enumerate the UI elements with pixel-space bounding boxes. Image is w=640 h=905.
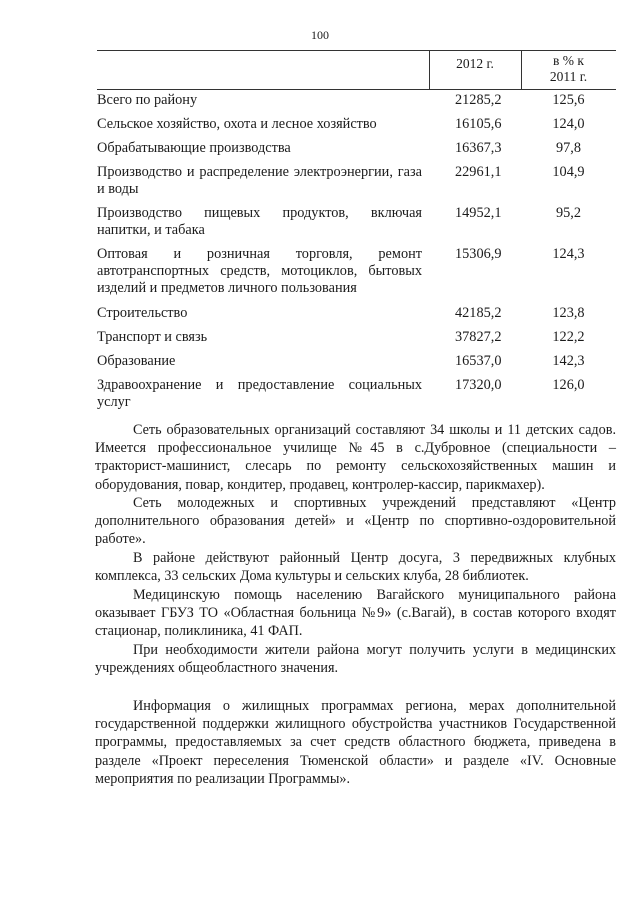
row-label: Образование <box>97 353 176 369</box>
row-label: Производство и распределение электроэнергии, газа и воды <box>97 164 422 197</box>
row-value-percent: 123,8 <box>552 305 585 321</box>
row-label: Обрабатывающие производства <box>97 140 291 156</box>
row-label: Здравоохранение и предоставление социальных услуг <box>97 377 422 410</box>
row-value-percent: 124,0 <box>552 116 585 132</box>
statistics-table <box>97 50 616 411</box>
paragraph-youth-sports: Сеть молодежных и спортивных учреждений представляют «Центр дополнительного образования детей» и «Центр по спортивно-оздоровительной работе». <box>95 495 616 548</box>
header-percent-line1: в % к <box>553 53 584 68</box>
header-year: 2012 г. <box>456 56 494 71</box>
table-row <box>97 205 616 239</box>
row-value-2012: 42185,2 <box>455 305 502 321</box>
table-row <box>97 92 616 109</box>
row-label: Строительство <box>97 305 188 321</box>
table-row <box>97 140 616 157</box>
row-label: Всего по району <box>97 92 198 108</box>
table-row <box>97 353 616 370</box>
row-value-2012: 17320,0 <box>455 377 502 393</box>
table-row <box>97 246 616 297</box>
row-value-percent: 124,3 <box>552 246 585 262</box>
table-row <box>97 164 616 198</box>
row-value-2012: 16367,3 <box>455 140 502 156</box>
row-value-percent: 142,3 <box>552 353 585 369</box>
table-header <box>97 50 616 90</box>
row-value-percent: 104,9 <box>552 164 585 180</box>
row-value-2012: 15306,9 <box>455 246 502 262</box>
row-label: Оптовая и розничная торговля, ремонт автотранспортных средств, мотоциклов, бытовых изделий и предметов личного пользования <box>97 246 422 296</box>
paragraph-healthcare: Медицинскую помощь населению Вагайского муниципального района оказывает ГБУЗ ТО «Областная больница №9» (с.Вагай), в состав которого входят стационар, поликлиника, 41 ФАП. <box>95 587 616 640</box>
row-value-percent: 97,8 <box>555 140 582 156</box>
row-value-2012: 16537,0 <box>455 353 502 369</box>
row-value-percent: 122,2 <box>552 329 585 345</box>
row-label: Транспорт и связь <box>97 329 208 345</box>
table-row <box>97 377 616 411</box>
row-value-2012: 21285,2 <box>455 92 502 108</box>
row-value-2012: 37827,2 <box>455 329 502 345</box>
paragraph-education: Сеть образовательных организаций составляют 34 школы и 11 детских садов. Имеется профессиональное училище №45 в с.Дубровное (специальности – тракторист-машинист, слесарь по ремонту сельскохозяйственных машин и оборудования, повар, кондитер, продавец, контролер-кассир, парикмахер). <box>95 422 616 493</box>
table-row <box>97 329 616 346</box>
paragraph-culture: В районе действуют районный Центр досуга, 3 передвижных клубных комплекса, 33 сельских Дома культуры и сельских клуба, 28 библиотек. <box>95 550 616 585</box>
header-percent-line2: 2011 г. <box>549 69 588 84</box>
row-value-2012: 22961,1 <box>455 164 502 180</box>
row-value-2012: 14952,1 <box>455 205 502 221</box>
row-value-percent: 125,6 <box>552 92 585 108</box>
paragraph-regional-services: При необходимости жители района могут получить услуги в медицинских учреждениях общеобластного значения. <box>95 642 616 677</box>
row-value-2012: 16105,6 <box>455 116 502 132</box>
row-value-percent: 95,2 <box>555 205 582 221</box>
table-row <box>97 305 616 322</box>
row-value-percent: 126,0 <box>552 377 585 393</box>
row-label: Производство пищевых продуктов, включая напитки, и табака <box>97 205 422 238</box>
table-row <box>97 116 616 133</box>
row-label: Сельское хозяйство, охота и лесное хозяйство <box>97 116 377 132</box>
table-header-rule <box>97 89 616 90</box>
header-percent <box>521 53 616 85</box>
table-top-rule <box>97 50 616 51</box>
page-number: 100 <box>311 28 329 42</box>
paragraph-housing-programs: Информация о жилищных программах региона, мерах дополнительной государственной поддержки жилищного обустройства участников Государственной программы, предоставляемых за счет средств областного бюджета, приведена в разделе «Проект переселения Тюменской области» и разделе «IV. Основные мероприятия по реализации Программы». <box>95 698 616 787</box>
